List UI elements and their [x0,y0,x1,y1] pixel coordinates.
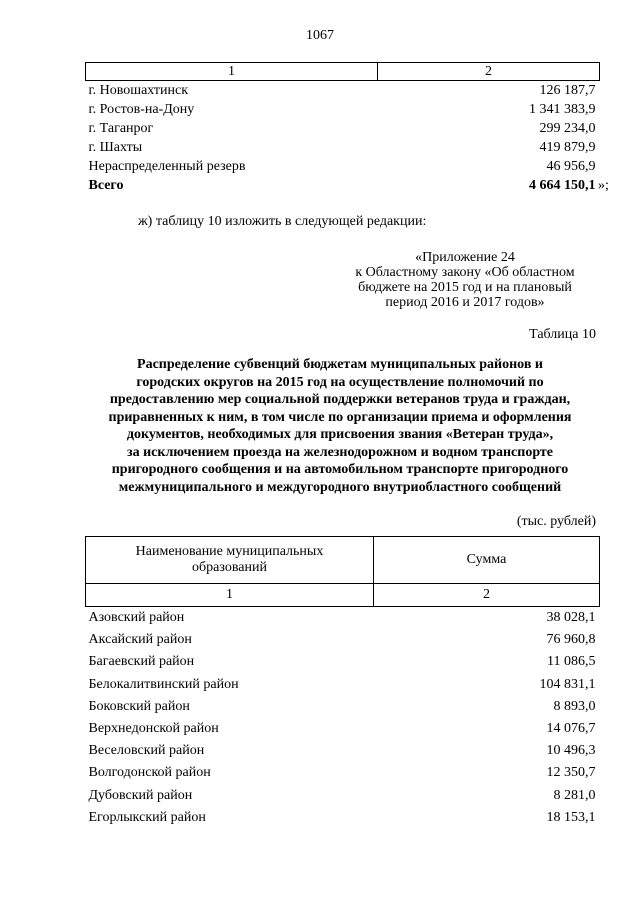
unit-label: (тыс. рублей) [516,514,596,529]
table-row [86,785,600,807]
table-row [86,807,600,829]
appendix-line: «Приложение 24 [415,250,515,265]
row-value: 38 028,1 [546,610,596,626]
col-number-1: 1 [86,584,374,607]
total-row [86,176,600,195]
appendix-line: бюджете на 2015 год и на плановый [358,280,572,295]
row-value: 12 350,7 [546,765,596,781]
table-row [86,157,600,176]
page-number: 1067 [306,28,334,43]
total-value: 4 664 150,1 [529,178,596,193]
title-line: за исключением проезда на железнодорожном и водном транспорте [126,444,554,460]
table-title [80,356,600,496]
title-line: Распределение субвенций бюджетам муниципальных районов и [137,357,543,372]
table-header [86,537,600,584]
row-name: Волгодонской район [88,765,211,781]
total-suffix: »; [598,178,609,193]
row-value: 46 956,9 [546,159,596,174]
continuation-table-header [86,63,600,81]
row-name: Дубовский район [88,787,193,803]
title-line: городских округов на 2015 год на осуществление полномочий по [136,374,544,390]
title-line: приравненных к ним, в том числе по организации приема и оформления [108,409,572,425]
header-name-line: образований [192,560,267,575]
row-name: г. Шахты [88,140,143,155]
table-number: Таблица 10 [529,327,596,342]
row-name: Белокалитвинский район [88,676,239,692]
appendix-line: к Областному закону «Об областном [355,265,575,280]
row-name: Аксайский район [88,632,192,648]
table-row [86,629,600,651]
column-numbers-row [86,584,600,607]
instruction-text: ж) таблицу 10 изложить в следующей редакции: [138,214,427,229]
table-row [86,81,600,101]
title-line: предоставлению мер социальной поддержки ветеранов труда и граждан, [109,392,571,407]
row-value: 104 831,1 [539,676,596,692]
row-name: Багаевский район [88,654,195,670]
row-value: 8 281,0 [553,787,596,803]
title-line: пригородного сообщения и на автомобильном транспорте пригородного [111,462,569,477]
table-row [86,674,600,696]
col-number-1: 1 [86,63,378,81]
row-value: 126 187,7 [539,83,596,98]
row-value: 18 153,1 [546,809,596,825]
table-row [86,651,600,673]
table-row [86,119,600,138]
table-row [86,607,600,630]
row-name: Егорлыкский район [88,809,206,825]
table-row [86,740,600,762]
row-value: 299 234,0 [539,121,596,136]
row-value: 8 893,0 [553,698,596,714]
row-name: г. Таганрог [88,121,154,136]
row-name: Азовский район [88,610,185,626]
table-row [86,100,600,119]
header-sum-column: Сумма [374,537,600,584]
row-name: Нераспределенный резерв [88,159,246,174]
appendix-reference [330,250,600,310]
subvention-table [85,536,600,829]
table-row [86,138,600,157]
continuation-table [85,62,600,195]
table-row [86,718,600,740]
row-name: Веселовский район [88,743,205,759]
col-number-2: 2 [378,63,600,81]
row-value: 1 341 383,9 [529,102,596,117]
row-name: г. Новошахтинск [88,83,189,98]
row-name: Верхнедонской район [88,721,219,737]
row-name: Боковский район [88,698,190,714]
row-value: 11 086,5 [547,654,596,670]
row-name: г. Ростов-на-Дону [88,102,195,117]
table-row [86,762,600,784]
row-value: 419 879,9 [539,140,596,155]
row-value: 10 496,3 [546,743,596,759]
title-line: межмуниципального и междугородного внутриобластного сообщений [118,479,562,495]
header-name-line: Наименование муниципальных [135,544,324,559]
appendix-line: период 2016 и 2017 годов» [385,295,545,310]
title-line: документов, необходимых для присвоения звания «Ветеран труда», [126,427,554,442]
row-value: 76 960,8 [546,632,596,648]
row-value: 14 076,7 [546,721,596,737]
total-label: Всего [88,178,124,193]
header-name-column [86,537,374,584]
col-number-2: 2 [374,584,600,607]
table-row [86,696,600,718]
